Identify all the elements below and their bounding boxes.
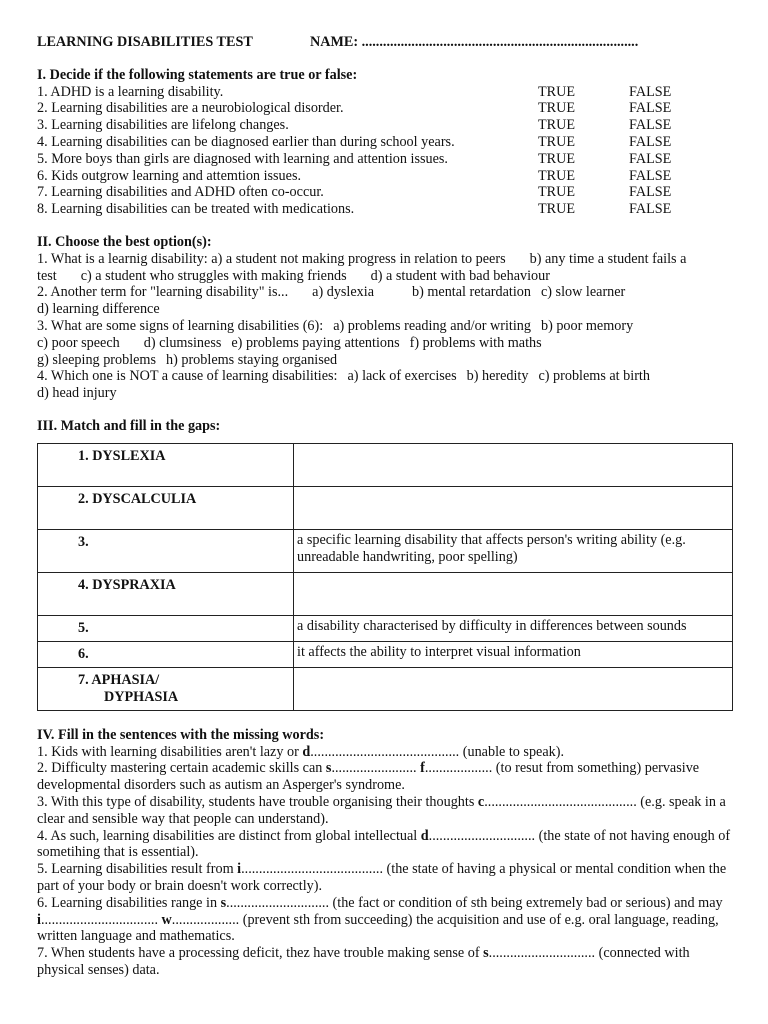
- statement-text: 7. Learning disabilities and ADHD often co-occur.: [37, 184, 324, 201]
- question-4-text: 4. Which one is NOT a cause of learning disabilities:: [37, 368, 338, 385]
- section-match: [37, 418, 737, 711]
- true-false-row: [37, 168, 737, 185]
- question-3-text: 3. What are some signs of learning disabilities (6):: [37, 317, 324, 334]
- true-option[interactable]: TRUE: [538, 117, 576, 134]
- gap-blank[interactable]: ........................: [331, 760, 421, 777]
- question-3-option-b: b) poor memory: [540, 317, 634, 334]
- worksheet-title: LEARNING DISABILITIES TEST: [37, 34, 253, 50]
- false-option[interactable]: FALSE: [629, 150, 672, 167]
- sentence-2: [37, 760, 737, 794]
- match-answer-cell[interactable]: [294, 572, 733, 615]
- gap-blank[interactable]: ........................................... (e.g. speak in a clear and sensible way that people can understand).: [37, 793, 726, 827]
- section-true-false: [37, 67, 737, 218]
- question-4-option-b: b) heredity: [466, 368, 529, 385]
- question-2: [37, 284, 737, 318]
- question-4: [37, 368, 737, 402]
- true-option[interactable]: TRUE: [538, 167, 576, 184]
- question-1-option-c: c) a student who struggles with making friends: [80, 267, 347, 284]
- true-option[interactable]: TRUE: [538, 184, 576, 201]
- statement-text: 6. Kids outgrow learning and attemtion issues.: [37, 167, 302, 184]
- section-3-title: III. Match and fill in the gaps:: [37, 417, 221, 434]
- true-option[interactable]: TRUE: [538, 201, 576, 218]
- statement-text: 2. Learning disabilities are a neurobiological disorder.: [37, 100, 344, 117]
- match-row: [38, 529, 733, 572]
- true-false-row: [37, 84, 737, 101]
- match-term-blank[interactable]: 3.: [38, 529, 294, 572]
- question-3-option-f: f) problems with maths: [409, 334, 542, 351]
- question-3-option-e: e) problems paying attentions: [231, 334, 400, 351]
- question-3-option-a: a) problems reading and/or writing: [333, 317, 531, 334]
- match-term: 1. DYSLEXIA: [38, 443, 294, 486]
- true-false-row: [37, 184, 737, 201]
- match-answer-cell[interactable]: [294, 667, 733, 710]
- false-option[interactable]: FALSE: [629, 100, 672, 117]
- gap-hint-letter: f: [420, 760, 425, 777]
- sentence-text: 5. Learning disabilities result from: [37, 861, 238, 878]
- gap-hint-letter: s: [483, 945, 489, 962]
- question-4-option-d: d) head injury: [37, 385, 117, 402]
- gap-blank[interactable]: .............................. (connected with physical senses) data.: [37, 945, 690, 978]
- gap-blank[interactable]: .......................................... (unable to speak).: [310, 743, 565, 760]
- sentence-text: 4. As such, learning disabilities are distinct from global intellectual: [37, 827, 421, 844]
- name-field-label: NAME: ..............................................................................: [310, 34, 639, 50]
- statement-text: 1. ADHD is a learning disability.: [37, 83, 224, 100]
- match-term-line1: 7. APHASIA/: [78, 671, 160, 688]
- gap-blank[interactable]: .............................. (the state of not having enough of sometihing that is essential).: [37, 827, 731, 861]
- gap-hint-letter: i: [237, 861, 242, 878]
- true-false-row: [37, 117, 737, 134]
- gap-blank[interactable]: .................................: [40, 911, 162, 928]
- match-term: 4. DYSPRAXIA: [38, 572, 294, 615]
- section-1-title: I. Decide if the following statements are true or false:: [37, 66, 358, 83]
- false-option[interactable]: FALSE: [629, 201, 672, 218]
- question-1: [37, 251, 737, 285]
- sentence-4: [37, 828, 737, 862]
- question-2-option-c: c) slow learner: [540, 284, 626, 301]
- match-answer-cell[interactable]: [294, 486, 733, 529]
- true-false-row: [37, 134, 737, 151]
- sentence-6: [37, 895, 737, 945]
- gap-blank[interactable]: ................... (to resut from something) pervasive developmental disorders such as autism an Asperger's syndrome.: [37, 760, 700, 794]
- true-option[interactable]: TRUE: [538, 100, 576, 117]
- question-2-option-a: a) dyslexia: [312, 284, 375, 301]
- sentence-text: 6. Learning disabilities range in: [37, 894, 221, 911]
- statement-text: 8. Learning disabilities can be treated with medications.: [37, 201, 355, 218]
- match-term-line2: DYPHASIA: [104, 688, 179, 705]
- sentence-1: [37, 744, 737, 761]
- false-option[interactable]: FALSE: [629, 117, 672, 134]
- question-1-text: 1. What is a learnig disability: a) a student not making progress in relation to peers: [37, 250, 506, 267]
- question-1-option-d: d) a student with bad behaviour: [370, 267, 550, 284]
- match-row: [38, 667, 733, 710]
- sentence-7: [37, 945, 737, 979]
- gap-hint-letter: w: [161, 911, 172, 928]
- false-option[interactable]: FALSE: [629, 167, 672, 184]
- gap-hint-letter: d: [420, 827, 429, 844]
- true-false-list: [37, 84, 737, 218]
- gap-hint-letter: s: [220, 894, 227, 911]
- gap-hint-letter: d: [302, 743, 311, 760]
- sentence-text: 7. When students have a processing deficit, thez have trouble making sense of: [37, 945, 484, 962]
- section-4-title: IV. Fill in the sentences with the missing words:: [37, 726, 325, 743]
- true-false-row: [37, 100, 737, 117]
- false-option[interactable]: FALSE: [629, 133, 672, 150]
- match-row: [38, 641, 733, 667]
- gap-hint-letter: i: [37, 911, 41, 928]
- match-term: 2. DYSCALCULIA: [38, 486, 294, 529]
- true-false-row: [37, 151, 737, 168]
- match-row: [38, 486, 733, 529]
- question-4-option-c: c) problems at birth: [538, 368, 650, 385]
- sentence-text: 2. Difficulty mastering certain academic skills can: [37, 760, 326, 777]
- question-2-option-d: d) learning difference: [37, 301, 160, 318]
- question-3-option-g: g) sleeping problems: [37, 351, 156, 368]
- sentence-text: 1. Kids with learning disabilities aren't lazy or: [37, 743, 303, 760]
- false-option[interactable]: FALSE: [629, 83, 672, 100]
- gap-hint-letter: s: [325, 760, 332, 777]
- statement-text: 5. More boys than girls are diagnosed with learning and attention issues.: [37, 150, 448, 167]
- statement-text: 3. Learning disabilities are lifelong changes.: [37, 117, 289, 134]
- question-1-option-b-cont: fails a test: [37, 250, 687, 284]
- match-row: [38, 615, 733, 641]
- section-2-title: II. Choose the best option(s):: [37, 233, 212, 250]
- true-option[interactable]: TRUE: [538, 150, 576, 167]
- match-term-blank[interactable]: 6.: [38, 641, 294, 667]
- true-option[interactable]: TRUE: [538, 133, 576, 150]
- question-3-option-c: c) poor speech: [37, 334, 120, 351]
- match-row: [38, 572, 733, 615]
- match-definition: a disability characterised by difficulty in differences between sounds: [294, 615, 733, 641]
- match-row: [38, 443, 733, 486]
- sentence-text: 3. With this type of disability, students have trouble organising their thoughts: [37, 793, 478, 810]
- worksheet-page: [37, 34, 737, 995]
- sentence-5: [37, 861, 737, 895]
- section-fill-sentences: [37, 727, 737, 979]
- match-table: [37, 443, 733, 711]
- gap-hint-letter: c: [477, 793, 485, 810]
- match-term-blank[interactable]: 5.: [38, 615, 294, 641]
- match-answer-cell[interactable]: [294, 443, 733, 486]
- gap-blank[interactable]: ................... (prevent sth from succeeding) the acquisition and use of e.g. oral language, reading, written language and mathematics.: [37, 911, 719, 945]
- worksheet-header: [37, 34, 737, 51]
- sentence-3: [37, 794, 737, 828]
- true-option[interactable]: TRUE: [538, 83, 576, 100]
- gap-blank[interactable]: ............................. (the fact or condition of sth being extremely bad or serious) and may: [226, 894, 723, 911]
- match-definition: a specific learning disability that affects person's writing ability (e.g. unreadable handwriting, poor spelling): [294, 529, 733, 572]
- question-3-option-d: d) clumsiness: [143, 334, 222, 351]
- gap-blank[interactable]: ........................................ (the state of having a physical or mental condition when the part of your body or brain doesn't work correctly).: [37, 861, 727, 894]
- question-3-option-h: h) problems staying organised: [166, 351, 338, 368]
- true-false-row: [37, 201, 737, 218]
- section-choose-option: [37, 234, 737, 402]
- question-4-option-a: a) lack of exercises: [347, 368, 457, 385]
- question-3: [37, 318, 737, 368]
- match-definition: it affects the ability to interpret visual information: [294, 641, 733, 667]
- question-2-text: 2. Another term for "learning disability" is...: [37, 284, 289, 301]
- false-option[interactable]: FALSE: [629, 184, 672, 201]
- match-term: [38, 667, 294, 710]
- question-2-option-b: b) mental retardation: [412, 284, 531, 301]
- question-1-option-b: b) any time a student: [529, 250, 649, 267]
- statement-text: 4. Learning disabilities can be diagnosed earlier than during school years.: [37, 133, 455, 150]
